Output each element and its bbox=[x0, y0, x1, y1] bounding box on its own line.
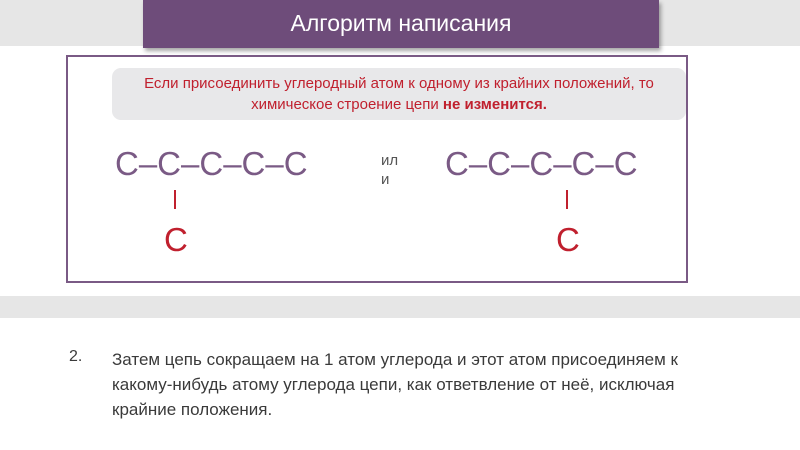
slide-title: Алгоритм написания bbox=[143, 0, 659, 48]
bottom-decor-band bbox=[0, 296, 800, 318]
connector-word: или bbox=[381, 152, 399, 188]
note-box bbox=[112, 68, 686, 120]
note-emphasis: не изменится. bbox=[442, 96, 547, 113]
right-branch-bond bbox=[566, 190, 568, 209]
right-branch-carbon: C bbox=[556, 221, 580, 258]
left-carbon-chain: C–C–C–C–C bbox=[115, 145, 308, 182]
left-branch-bond bbox=[174, 190, 176, 209]
step-text: Затем цепь сокращаем на 1 атом углерода и этот атом присоединяем к какому-нибудь атому углерода цепи, как ответвление от неё, исключая крайние положения. bbox=[112, 350, 678, 419]
note-text: Если присоединить углеродный атом к одному из крайних положений, то химическое строение цепи bbox=[144, 75, 654, 113]
right-carbon-chain: C–C–C–C–C bbox=[445, 145, 638, 182]
step-number: 2. bbox=[69, 348, 83, 365]
left-branch-carbon: C bbox=[164, 221, 188, 258]
